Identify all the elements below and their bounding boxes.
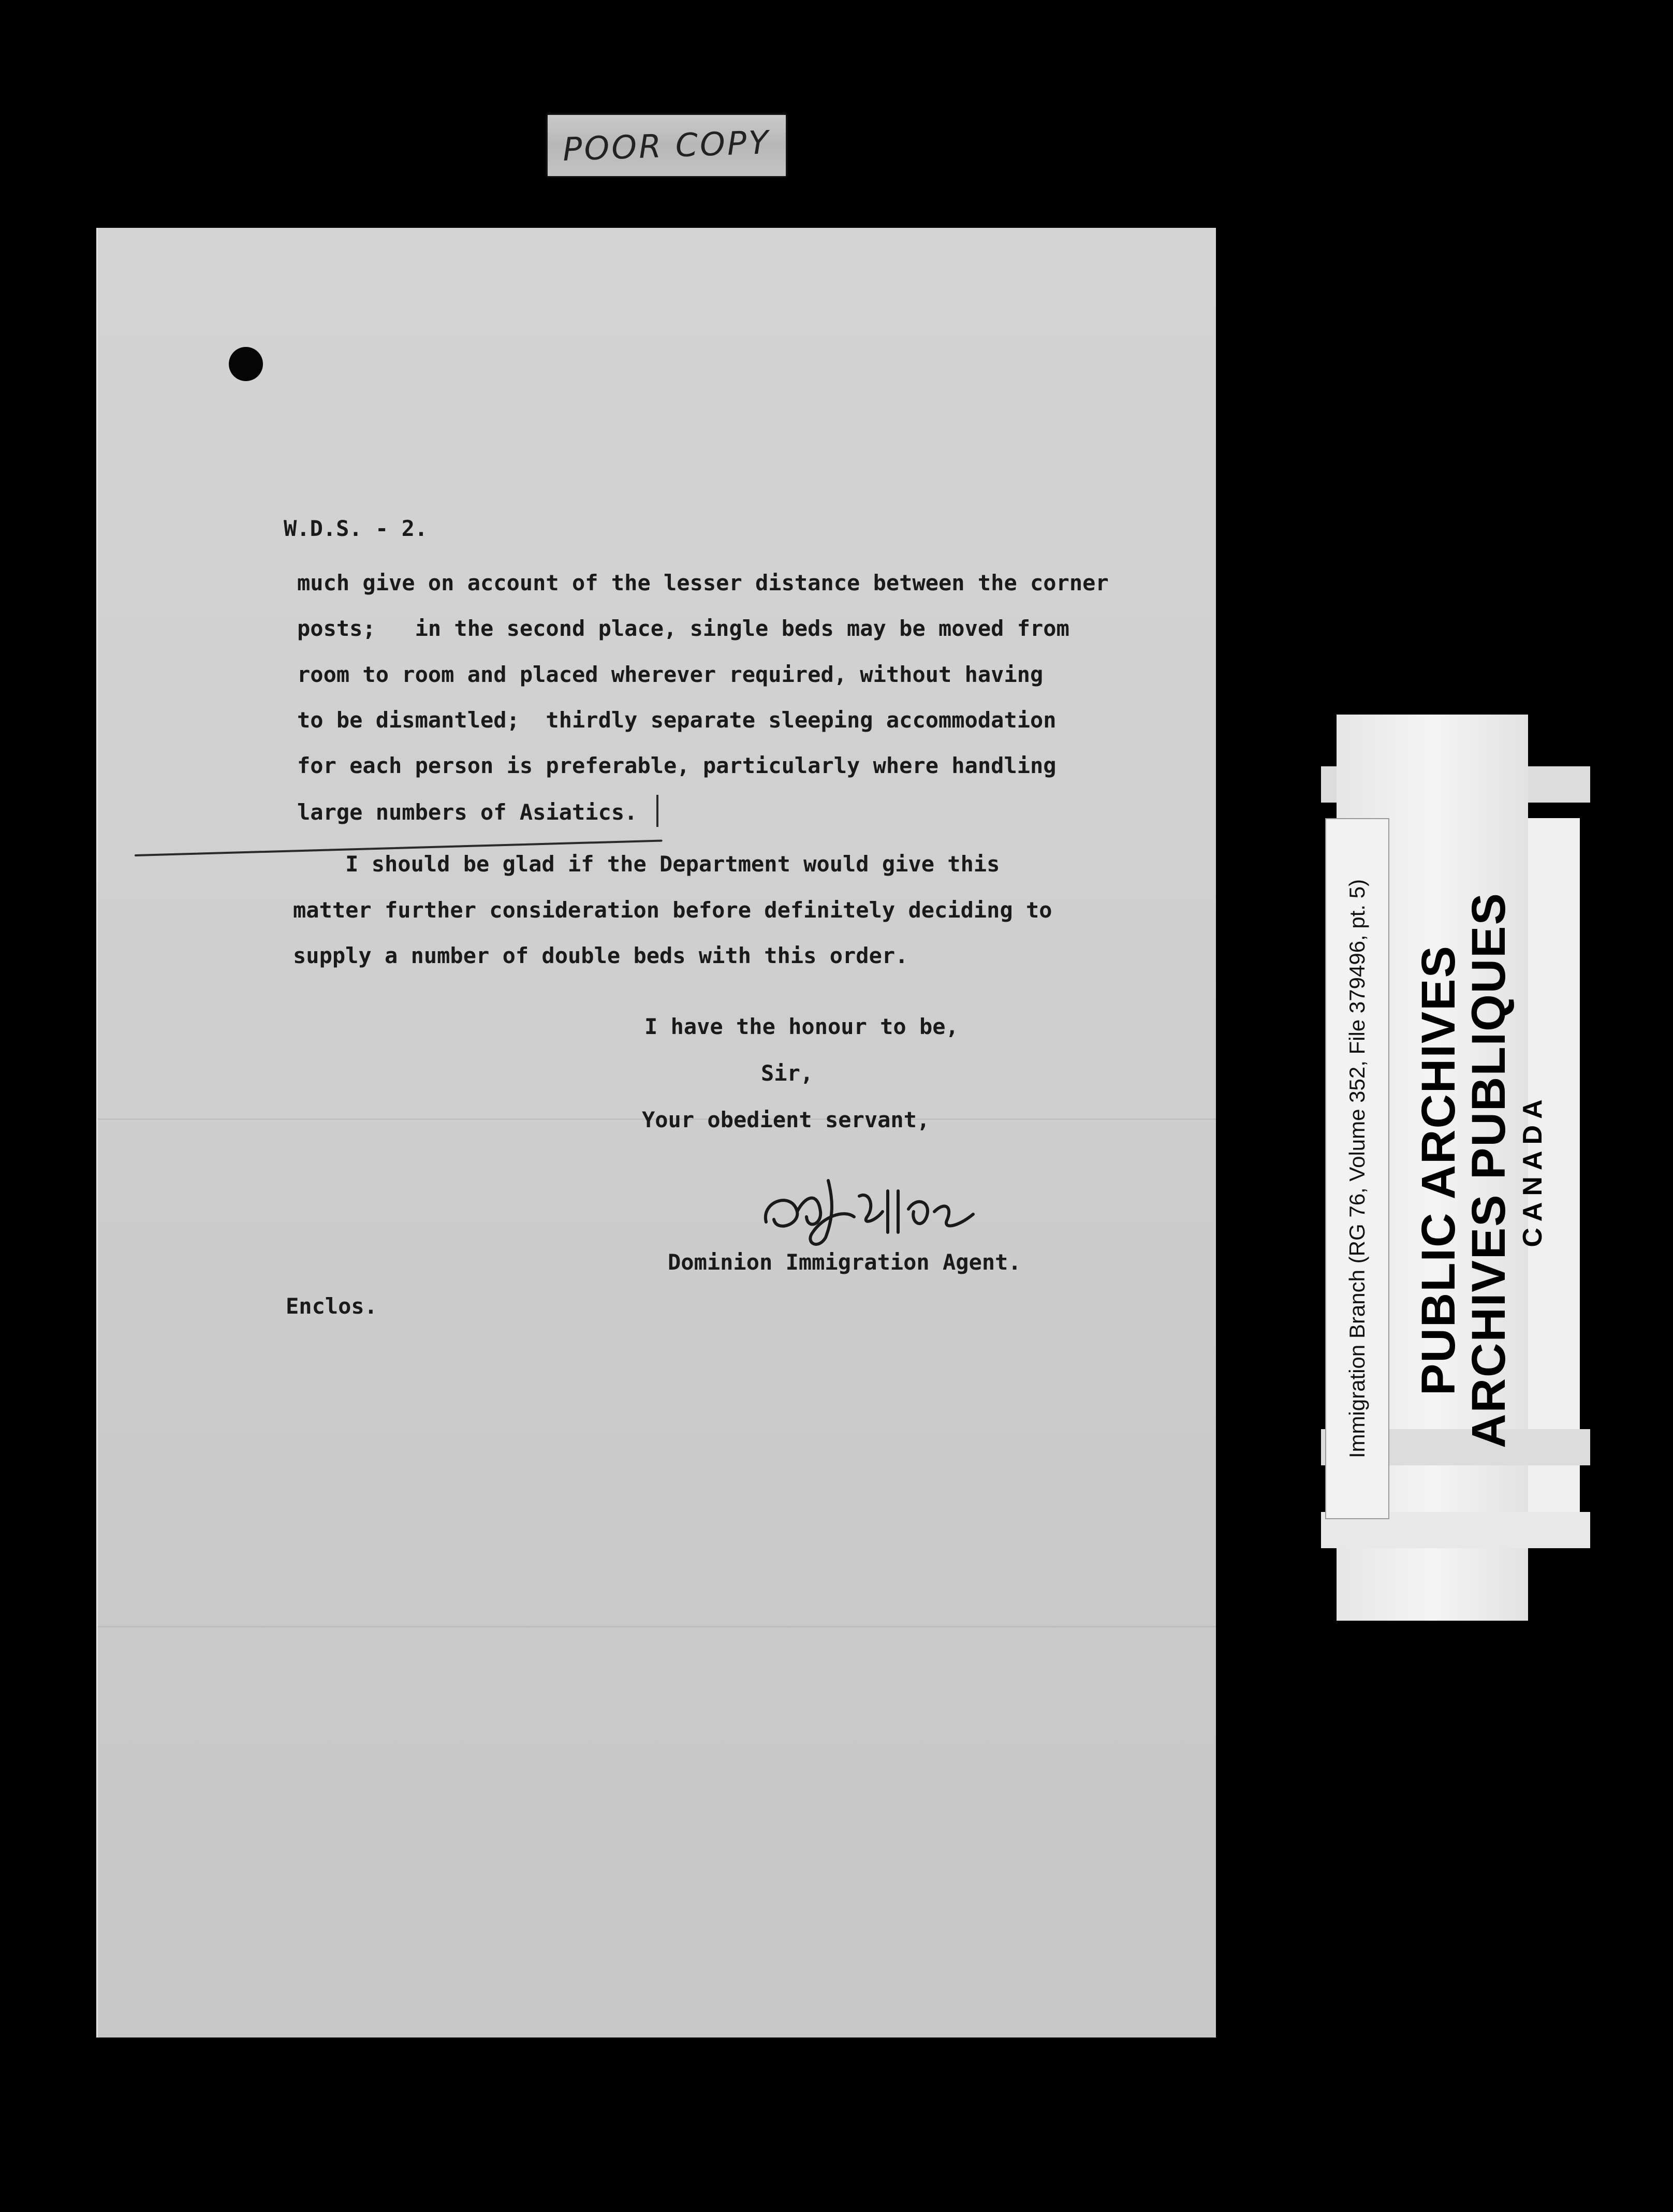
letter-sheet [96,228,1216,2038]
closing-line2: Sir, [761,1060,814,1086]
paragraph1-line3: room to room and placed wherever required, without having [297,662,1044,687]
archive-stamp [1398,880,1563,1460]
paragraph1-line6: large numbers of Asiatics. [297,799,638,825]
paragraph1-line5: for each person is preferable, particularly where handling [297,753,1056,778]
signatory-title: Dominion Immigration Agent. [668,1249,1021,1275]
archive-stamp-line1: PUBLIC ARCHIVES [1412,945,1465,1395]
poor-copy-label [548,115,786,176]
handwritten-signature [756,1160,1004,1258]
archive-stamp-line3: CANADA [1518,1093,1548,1247]
paragraph1-line1: much give on account of the lesser distance between the corner [297,570,1109,595]
paragraph2-line3: supply a number of double beds with this order. [293,943,908,968]
archive-reference-strip [1325,818,1389,1519]
paragraph2-line1: I should be glad if the Department would give this [293,851,1000,877]
fold-line [98,1626,1216,1627]
enclosure-note: Enclos. [286,1293,378,1319]
hole-punch [229,347,263,381]
letter-reference: W.D.S. - 2. [284,516,428,541]
archive-stamp-line2: ARCHIVES PUBLIQUES [1462,892,1515,1448]
closing-line1: I have the honour to be, [644,1014,959,1039]
archive-reference-text: Immigration Branch (RG 76, Volume 352, File 379496, pt. 5) [1345,879,1369,1459]
closing-line3: Your obedient servant, [642,1107,930,1132]
paragraph1-line2: posts; in the second place, single beds may be moved from [297,616,1069,641]
handwritten-bracket [656,795,658,827]
paragraph1-line4: to be dismantled; thirdly separate sleeping accommodation [297,707,1056,733]
paragraph2-line2: matter further consideration before definitely deciding to [293,897,1052,923]
poor-copy-text: POOR COPY [562,123,771,168]
